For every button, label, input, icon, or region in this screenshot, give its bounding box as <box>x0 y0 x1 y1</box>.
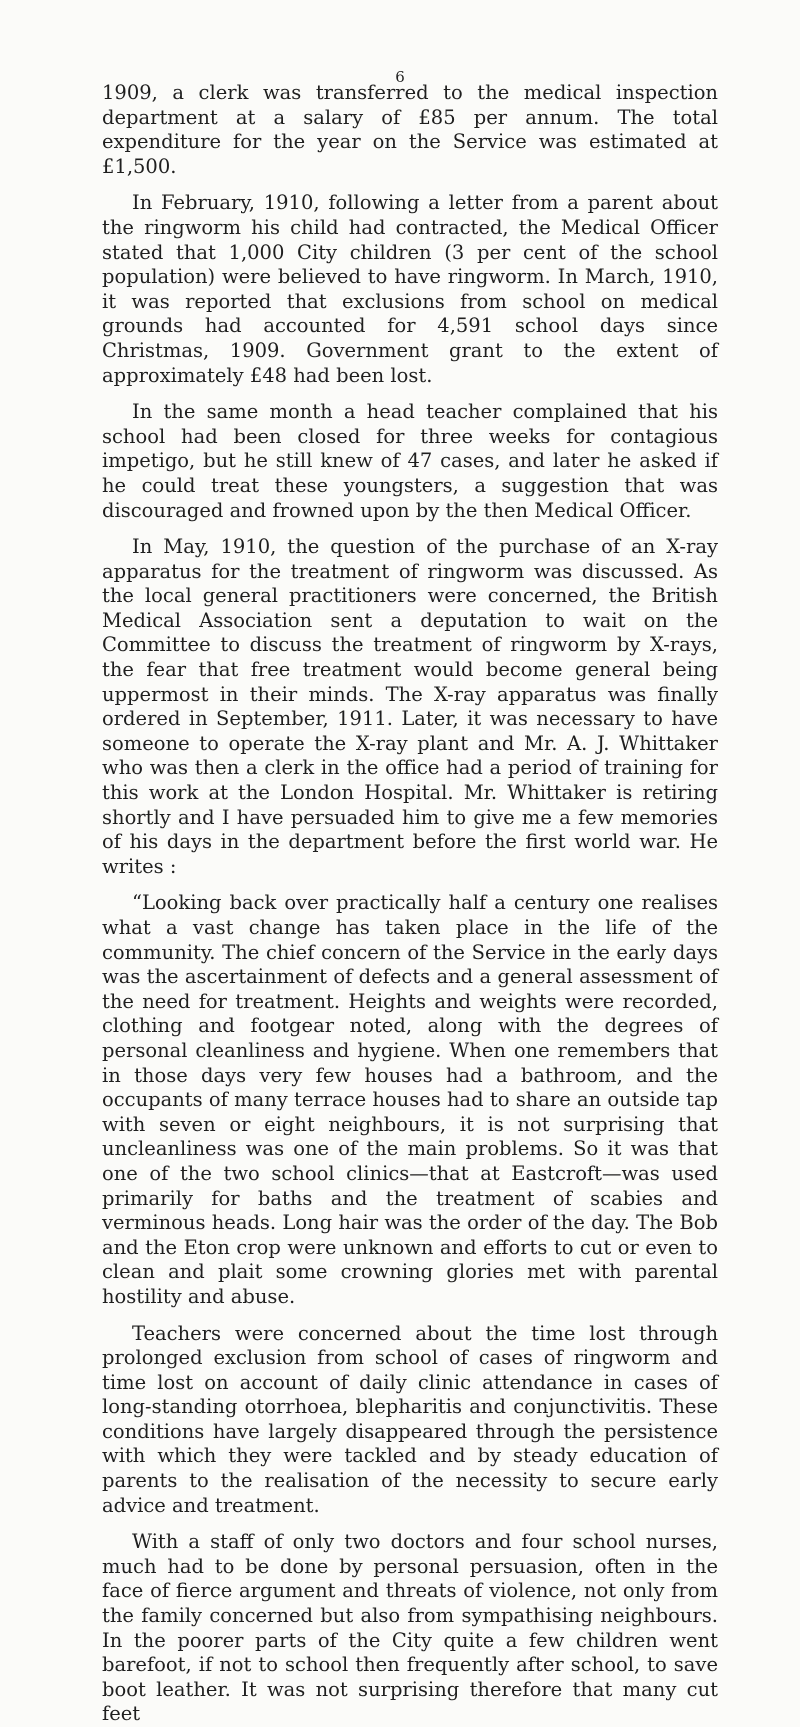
paragraph-whittaker-quote: “Looking back over practically half a century one realises what a vast change has taken place in the life of the community. The chief concern of the Service in the early days was the ascertainment of defects and a general assessment of the need for treatment. Heights and weights were recorded, clothing and footgear noted, along with the degrees of personal cleanliness and hygiene. When one remembers that in those days very few houses had a bathroom, and the occupants of many terrace houses had to share an outside tap with seven or eight neighbours, it is not surprising that uncleanliness was one of the main problems. So it was that one of the two school clinics—that at Eastcroft—was used primarily for baths and the treatment of scabies and verminous heads. Long hair was the order of the day. The Bob and the Eton crop were unknown and efforts to cut or even to clean and plait some crowning glories met with parental hostility and abuse. <box>102 891 718 1308</box>
page-number: 6 <box>395 68 405 86</box>
paragraph-impetigo: In the same month a head teacher complained that his school had been closed for three weeks for contagious impetigo, but he still knew of 47 cases, and later he asked if he could treat these youngsters, a suggestion that was discouraged and frowned upon by the then Medical Officer. <box>102 400 718 522</box>
paragraph-ringworm-1910: In February, 1910, following a letter from a parent about the ringworm his child had contracted, the Medical Officer stated that 1,000 City children (3 per cent of the school population) were believed to have ringworm. In March, 1910, it was reported that exclusions from school on medical grounds had accounted for 4,591 school days since Christmas, 1909. Government grant to the extent of approximately £48 had been lost. <box>102 191 718 387</box>
paragraph-teachers-concern: Teachers were concerned about the time lost through prolonged exclusion from school of cases of ringworm and time lost on account of daily clinic attendance in cases of long-standing otorrhoea, blepharitis and conjunctivitis. These conditions have largely disappeared through the persistence with which they were tackled and by steady education of parents to the realisation of the necessity to secure early advice and treatment. <box>102 1321 718 1517</box>
paragraph-x-ray-apparatus: In May, 1910, the question of the purchase of an X-ray apparatus for the treatment of ringworm was discussed. As the local general practitioners were concerned, the British Medical Association sent a deputation to wait on the Committee to discuss the treatment of ringworm by X-rays, the fear that free treatment would become general being uppermost in their minds. The X-ray apparatus was finally ordered in September, 1911. Later, it was necessary to have someone to operate the X-ray plant and Mr. A. J. Whittaker who was then a clerk in the office had a period of training for this work at the London Hospital. Mr. Whittaker is retiring shortly and I have persuaded him to give me a few memories of his days in the department before the first world war. He writes : <box>102 535 718 878</box>
paragraph-continuation: 1909, a clerk was transferred to the medical inspection department at a salary of £85 per annum. The total expenditure for the year on the Service was estimated at £1,500. <box>102 81 718 178</box>
paragraph-staff-persuasion: With a staff of only two doctors and four school nurses, much had to be done by personal persuasion, often in the face of fierce argument and threats of violence, not only from the family concerned but also from sympathising neighbours. In the poorer parts of the City quite a few children went barefoot, if not to school then frequently after school, to save boot leather. It was not surprising therefore that many cut feet <box>102 1530 718 1726</box>
